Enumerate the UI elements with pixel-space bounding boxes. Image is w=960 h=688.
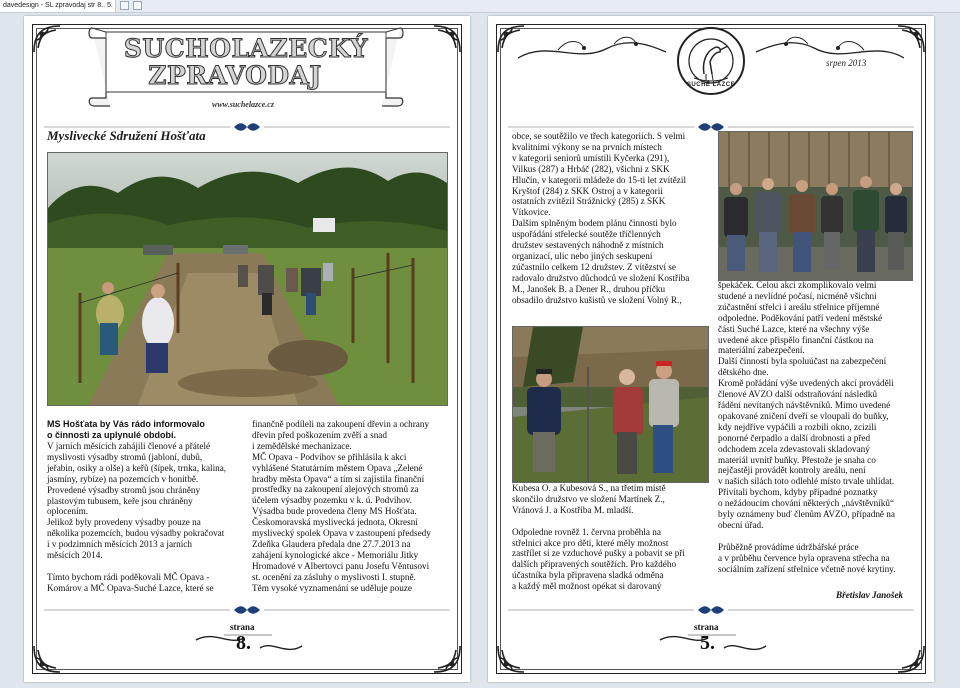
document-tab[interactable]: davedesign - SL zpravodaj str 8.. 5. — [0, 0, 116, 12]
corner-ornament-icon — [430, 22, 464, 56]
section-title: Myslivecké Sdružení Hošťata — [47, 128, 206, 143]
masthead-scroll — [86, 22, 406, 108]
photo-group-members — [718, 131, 913, 281]
right-page — [488, 16, 934, 682]
corner-ornament-icon — [894, 642, 928, 676]
photo-three-men — [512, 326, 709, 483]
left-column-bottom-text: Kubesa O. a Kubesová S., na třetím místě skončilo družstvo ve složení Martínek Z., Vránová J. a Kostřiba M. mladší. Odpoledne rovněž 1. června proběhla na střelnici akce pro děti, které měly možnost zastřílet si ze vzduchové pušky a pobavit se při dalších připravených soutěžích. Pro každého účastníka byla připravena sladká odměna a každý měl možnost opékat si darovaný — [512, 483, 685, 592]
bottom-ornament-rule — [44, 602, 450, 612]
left-column-text: V jarních měsících zahájili členové a přátelé myslivosti výsadby stromů (jabloní, dubů, jeřabin, osiky a olše) a keřů (šípek, trnka, kalina, jasmíny, rybíze) na pozemcích v honitbě. Provedené výsadby stromů jsou chráněny plastovým tubusem, keře jsou chráněny oplocením. Jelikož byly provedeny výsadby pouze na několika pozemcích, budou výsadby pokračovat i v podzimních měsících 2013 a jarních měsících 2014. Tímto bychom rádi poděkovali MČ Opava - Komárov a MČ Opava-Suché Lazce, které se — [47, 441, 227, 593]
viewer-tab-bar — [0, 0, 960, 13]
page-footer — [194, 616, 304, 656]
page-label: strana — [230, 622, 255, 632]
page-number: 5. — [700, 632, 715, 654]
page-number: 8. — [236, 632, 251, 654]
page-footer — [658, 616, 768, 656]
minimize-icon[interactable] — [120, 1, 129, 10]
website-url[interactable]: www.suchelazce.cz — [212, 100, 274, 109]
corner-ornament-icon — [30, 642, 64, 676]
top-ornament-rule — [508, 119, 914, 129]
corner-ornament-icon — [30, 22, 64, 56]
photo-tree-planting — [47, 152, 448, 406]
right-column-text: špekáček. Celou akci zkomplikovalo velmi studené a nevlídné počasí, nicméně všichni zúčastnění střelci i areálu střelnice příjemné odpoledne. Poděkování patří vedení městské části Suché Lazce, které na všechny výše uvedené akce přispělo finanční částkou na materiální zabezpečení. Další činností byla spoluúčast na zabezpečení dětského dne. Kromě pořádání výše uvedených akcí prováděli členové AVZO další odstraňování následků řádění nevítaných návštěvníků. Mimo uvedené opakované zničení dveří se vloupali do buňky, kdy nejdříve vypáčili a rozbili okno, zcizili ponorné čerpadlo a další drobnosti a před odchodem zcela zdevastovali skladovaný materiál uvnitř buňky. Přestože je snaha co nejčastěji provádět kontroly areálu, není v našich silách toto odlehlé místo trvale uhlídat. Přivítali bychom, kdyby případné poznatky o nežádoucím chování některých „návštěvníků“ byly oznámeny buď členům AVZO, případně na obecní úřad. Průběžně provádíme údržbářské práce a v průběhu července byla opravena střecha na sociálním zařízení střelnice včetně nové krytiny. — [718, 280, 896, 574]
article-heading: MS Hošťata by Vás rádo informovalo o činnosti za uplynulé období. — [47, 419, 205, 440]
corner-ornament-icon — [430, 642, 464, 676]
issue-date: srpen 2013 — [826, 58, 867, 68]
author-signature: Břetislav Janošek — [836, 590, 904, 600]
bottom-ornament-rule — [508, 602, 914, 612]
corner-ornament-icon — [494, 642, 528, 676]
masthead-title-line2: ZPRAVODAJ — [148, 61, 322, 90]
restore-icon[interactable] — [133, 1, 142, 10]
header-flourish-left — [518, 30, 668, 70]
right-column-text: finančně podíleli na zakoupení dřevin a ochrany dřevin před poškozením zvěří a snad i zemědělské mechanizace. MČ Opava - Podvihov se přihlásila k akci vyhlášené Statutárním městem Opava „Zelené hradby města Opava“ a tím si zajistila finanční prostředky na zakoupení alejových stromů za účelem výsadby pozemku v k. ú. Podvihov. Výsadba bude provedena členy MS Hošťata. Českomoravská myslivecká jednota, Okresní myslivecký spolek Opava v zastoupení předsedy Zdeňka Glaudera předala dne 27.7.2013 na zahájení kynologické akce - Memoriálu Jitky Hromadové v Albertovci panu Josefu Věntusovi st. ocenění za zásluhy o myslivosti I. stupně. Těm vysoké vyznamenání se uděluje pouze — [252, 419, 431, 593]
village-logo — [676, 26, 746, 96]
page-label: strana — [694, 622, 719, 632]
logo-caption: SUCHÉ LAZCE — [686, 82, 736, 88]
masthead-title-line1: SUCHOLAZECKÝ — [123, 34, 369, 63]
left-column-top-text: obce, se soutěžilo ve třech kategoriích. S velmi kvalitními výkony se na prvních místech v kategorii seniorů umístili Kyčerka (291), Vilkus (287) a Hrbáč (282), všichni z SKK Hlučín, v kategorii mládeže do 15-ti let zvítězil Kryštof (284) z SKK Ostroj a v kategorii ostatních zvítězil Strážnický (285) z SKK Vítkovice. Dalším splněným bodem plánu činnosti bylo uspořádání střelecké soutěže tříčlenných družstev sestavených náhodně z místních organizací, ulic nebo jiných seskupení zúčastnilo celkem 12 družstev. Z vítězství se radovalo družstvo důchodců ve složení Kostřiba M., Janošek B. a Dener R., druhou příčku obsadilo družstvo kušistů ve složení Volný R., — [512, 131, 690, 305]
left-page — [24, 16, 470, 682]
